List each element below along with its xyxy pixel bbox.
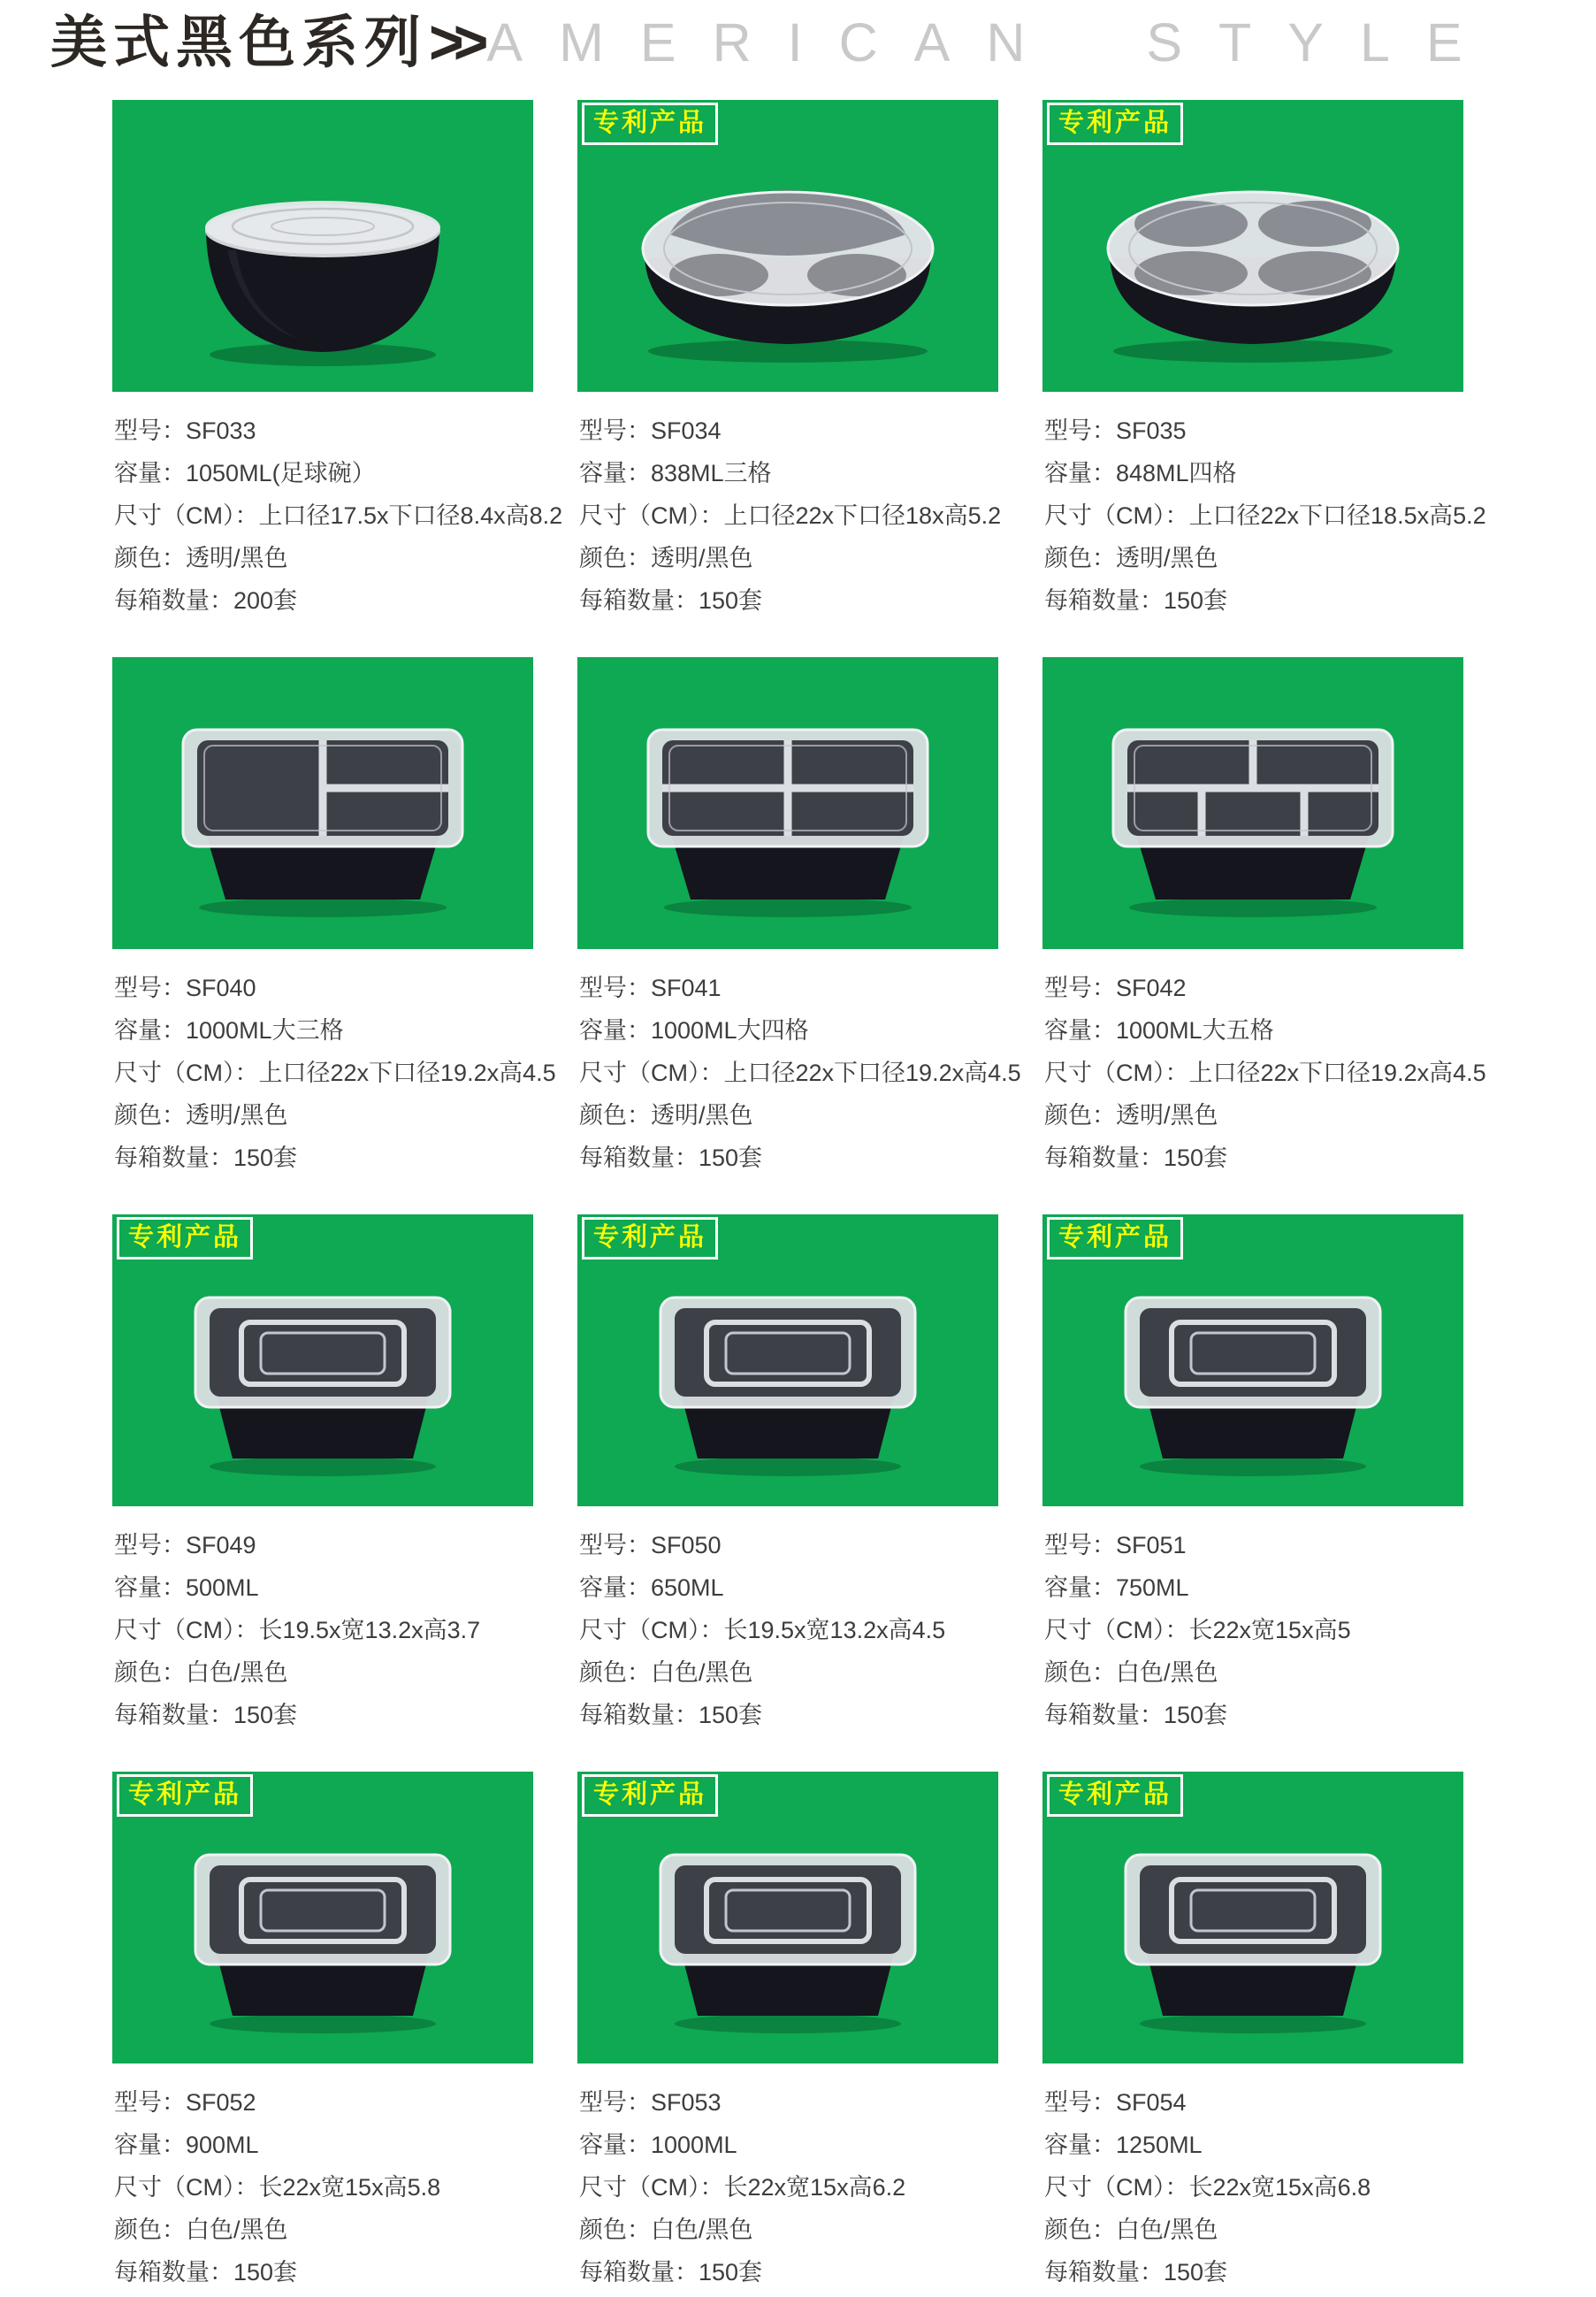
food-container-illustration	[577, 657, 998, 949]
patent-badge: 专利产品	[582, 1217, 718, 1260]
patent-badge: 专利产品	[582, 103, 718, 145]
spec-value: 150套	[1164, 1702, 1228, 1728]
spec-label: 颜色：	[579, 1659, 651, 1686]
product-photo	[1042, 100, 1463, 392]
spec-line-capacity	[579, 2124, 998, 2166]
spec-line-size	[114, 2166, 533, 2209]
spec-label: 每箱数量：	[114, 2259, 233, 2286]
spec-line-size	[114, 1052, 556, 1094]
spec-value: 长22x宽15x高6.2	[723, 2174, 906, 2201]
spec-value: 150套	[699, 1145, 763, 1171]
spec-label: 尺寸（CM）：	[114, 2174, 259, 2201]
spec-label: 尺寸（CM）：	[579, 2174, 724, 2201]
spec-value: 透明/黑色	[1116, 1102, 1218, 1129]
spec-line-qty	[114, 2251, 533, 2293]
spec-line-model	[114, 410, 533, 452]
spec-value: SF051	[1116, 1532, 1187, 1558]
double-chevron-icon: >>	[429, 7, 478, 78]
spec-value: 长22x宽15x高5	[1188, 1617, 1351, 1643]
series-title-english: AMERICAN STYLE	[486, 12, 1499, 73]
spec-label: 型号：	[579, 975, 651, 1001]
spec-value: 150套	[699, 1702, 763, 1728]
spec-line-size	[579, 494, 1002, 537]
spec-line-model	[579, 410, 998, 452]
spec-label: 型号：	[114, 1532, 186, 1558]
spec-line-color	[114, 2209, 533, 2251]
spec-line-qty	[1044, 1137, 1463, 1179]
product-card	[577, 1772, 998, 2297]
spec-line-color	[579, 2209, 998, 2251]
spec-label: 每箱数量：	[1044, 587, 1164, 614]
product-card	[112, 100, 563, 625]
spec-value: 长19.5x宽13.2x高4.5	[723, 1617, 946, 1643]
spec-label: 颜色：	[114, 1102, 186, 1129]
spec-label: 容量：	[114, 1017, 186, 1044]
patent-badge: 专利产品	[582, 1774, 718, 1817]
spec-label: 颜色：	[114, 1659, 186, 1686]
spec-line-color	[114, 537, 533, 579]
spec-value: 透明/黑色	[651, 1102, 753, 1129]
spec-value: 750ML	[1116, 1574, 1189, 1601]
spec-line-capacity	[579, 1566, 998, 1609]
spec-list	[579, 1524, 998, 1736]
spec-label: 型号：	[1044, 975, 1116, 1001]
spec-line-color	[114, 1094, 533, 1137]
spec-label: 型号：	[1044, 2089, 1116, 2116]
spec-value: SF042	[1116, 975, 1187, 1001]
product-photo	[577, 100, 998, 392]
spec-value: 上口径17.5x下口径8.4x高8.2	[258, 502, 563, 529]
product-grid	[112, 100, 1486, 2297]
food-container-illustration	[112, 657, 533, 949]
spec-label: 容量：	[114, 1574, 186, 1601]
product-photo	[577, 1214, 998, 1506]
spec-label: 尺寸（CM）：	[114, 1060, 259, 1086]
spec-value: 白色/黑色	[186, 2217, 288, 2243]
spec-label: 容量：	[1044, 2132, 1116, 2158]
spec-value: 500ML	[186, 1574, 259, 1601]
spec-label: 每箱数量：	[114, 1145, 233, 1171]
product-card	[577, 1214, 998, 1740]
spec-line-color	[1044, 2209, 1463, 2251]
spec-line-size	[1044, 2166, 1463, 2209]
spec-line-model	[579, 967, 998, 1009]
spec-value: 上口径22x下口径18x高5.2	[723, 502, 1002, 529]
spec-line-model	[1044, 1524, 1463, 1566]
spec-label: 容量：	[1044, 1574, 1116, 1601]
spec-value: 白色/黑色	[651, 1659, 753, 1686]
spec-label: 尺寸（CM）：	[114, 1617, 259, 1643]
spec-line-size	[579, 2166, 998, 2209]
patent-badge: 专利产品	[1047, 1217, 1183, 1260]
spec-line-qty	[579, 1137, 998, 1179]
product-photo	[112, 657, 533, 949]
spec-value: 白色/黑色	[1116, 1659, 1218, 1686]
spec-value: 150套	[699, 587, 763, 614]
spec-value: 200套	[233, 587, 298, 614]
product-photo	[1042, 657, 1463, 949]
spec-line-model	[114, 1524, 533, 1566]
spec-line-color	[1044, 1094, 1463, 1137]
spec-value: SF034	[651, 417, 722, 444]
product-photo	[577, 657, 998, 949]
spec-line-capacity	[114, 1009, 533, 1052]
spec-value: 1000ML大三格	[186, 1017, 344, 1044]
spec-line-model	[1044, 967, 1463, 1009]
spec-label: 每箱数量：	[579, 1145, 699, 1171]
spec-value: 长22x宽15x高5.8	[258, 2174, 441, 2201]
spec-line-capacity	[1044, 2124, 1463, 2166]
spec-value: 150套	[233, 2259, 298, 2286]
spec-line-qty	[114, 1694, 533, 1736]
spec-value: 150套	[1164, 587, 1228, 614]
patent-badge: 专利产品	[117, 1774, 253, 1817]
spec-line-capacity	[114, 452, 533, 494]
spec-value: SF052	[186, 2089, 256, 2116]
spec-list	[1044, 2081, 1463, 2293]
spec-label: 尺寸（CM）：	[1044, 2174, 1189, 2201]
spec-value: 透明/黑色	[1116, 545, 1218, 571]
product-photo	[1042, 1214, 1463, 1506]
spec-label: 型号：	[114, 975, 186, 1001]
spec-label: 容量：	[579, 1017, 651, 1044]
spec-label: 颜色：	[579, 2217, 651, 2243]
spec-label: 颜色：	[1044, 2217, 1116, 2243]
spec-line-size	[1044, 494, 1486, 537]
page-header	[50, 0, 1499, 85]
spec-line-size	[579, 1609, 998, 1651]
spec-label: 颜色：	[579, 545, 651, 571]
spec-label: 每箱数量：	[114, 1702, 233, 1728]
spec-line-model	[1044, 410, 1463, 452]
product-card	[1042, 1214, 1463, 1740]
product-card	[577, 100, 1002, 625]
spec-label: 每箱数量：	[579, 587, 699, 614]
product-card	[112, 1772, 533, 2297]
spec-value: SF049	[186, 1532, 256, 1558]
spec-line-capacity	[579, 452, 998, 494]
spec-line-size	[579, 1052, 1021, 1094]
spec-value: 650ML	[651, 1574, 724, 1601]
spec-line-size	[114, 1609, 533, 1651]
spec-value: 长19.5x宽13.2x高3.7	[258, 1617, 481, 1643]
product-card	[1042, 1772, 1463, 2297]
spec-line-size	[1044, 1052, 1486, 1094]
spec-label: 每箱数量：	[114, 587, 233, 614]
spec-value: 1250ML	[1116, 2132, 1203, 2158]
spec-line-model	[579, 1524, 998, 1566]
spec-line-capacity	[579, 1009, 998, 1052]
product-card	[112, 1214, 533, 1740]
spec-line-model	[114, 967, 533, 1009]
product-photo	[112, 1214, 533, 1506]
spec-value: SF040	[186, 975, 256, 1001]
spec-line-model	[579, 2081, 998, 2124]
spec-value: 1000ML大四格	[651, 1017, 809, 1044]
spec-line-capacity	[1044, 1566, 1463, 1609]
spec-value: 1000ML	[651, 2132, 737, 2158]
spec-label: 尺寸（CM）：	[579, 1617, 724, 1643]
spec-line-qty	[114, 1137, 533, 1179]
spec-value: 上口径22x下口径18.5x高5.2	[1188, 502, 1486, 529]
spec-label: 颜色：	[1044, 545, 1116, 571]
product-photo	[112, 100, 533, 392]
spec-label: 每箱数量：	[579, 2259, 699, 2286]
spec-list	[1044, 410, 1486, 622]
spec-label: 每箱数量：	[1044, 2259, 1164, 2286]
spec-line-size	[1044, 1609, 1463, 1651]
spec-list	[114, 967, 556, 1179]
spec-list	[579, 967, 1021, 1179]
spec-list	[114, 2081, 533, 2293]
spec-label: 容量：	[579, 460, 651, 486]
product-photo	[1042, 1772, 1463, 2063]
spec-value: 150套	[233, 1702, 298, 1728]
product-photo	[577, 1772, 998, 2063]
spec-value: 150套	[1164, 2259, 1228, 2286]
spec-value: 透明/黑色	[651, 545, 753, 571]
product-card	[112, 657, 556, 1183]
spec-list	[114, 1524, 533, 1736]
spec-label: 颜色：	[114, 2217, 186, 2243]
spec-label: 颜色：	[579, 1102, 651, 1129]
spec-value: 白色/黑色	[186, 1659, 288, 1686]
spec-value: 838ML三格	[651, 460, 772, 486]
spec-value: 上口径22x下口径19.2x高4.5	[723, 1060, 1021, 1086]
spec-line-color	[579, 1094, 998, 1137]
spec-value: 150套	[233, 1145, 298, 1171]
product-card	[1042, 100, 1486, 625]
spec-label: 容量：	[114, 2132, 186, 2158]
spec-label: 尺寸（CM）：	[1044, 1617, 1189, 1643]
spec-list	[1044, 967, 1486, 1179]
spec-value: 150套	[1164, 1145, 1228, 1171]
spec-label: 尺寸（CM）：	[579, 502, 724, 529]
spec-label: 尺寸（CM）：	[1044, 502, 1189, 529]
spec-line-model	[1044, 2081, 1463, 2124]
spec-line-model	[114, 2081, 533, 2124]
spec-line-qty	[1044, 1694, 1463, 1736]
spec-value: 上口径22x下口径19.2x高4.5	[1188, 1060, 1486, 1086]
spec-value: 透明/黑色	[186, 545, 288, 571]
spec-label: 容量：	[1044, 460, 1116, 486]
spec-line-qty	[579, 579, 998, 622]
spec-label: 尺寸（CM）：	[1044, 1060, 1189, 1086]
spec-label: 容量：	[1044, 1017, 1116, 1044]
spec-label: 每箱数量：	[579, 1702, 699, 1728]
spec-line-color	[579, 1651, 998, 1694]
spec-list	[114, 410, 563, 622]
spec-line-size	[114, 494, 563, 537]
spec-line-capacity	[1044, 1009, 1463, 1052]
spec-value: 白色/黑色	[1116, 2217, 1218, 2243]
patent-badge: 专利产品	[1047, 1774, 1183, 1817]
spec-list	[579, 2081, 998, 2293]
spec-label: 容量：	[579, 1574, 651, 1601]
spec-value: SF033	[186, 417, 256, 444]
spec-line-qty	[579, 2251, 998, 2293]
spec-label: 颜色：	[114, 545, 186, 571]
spec-value: 900ML	[186, 2132, 259, 2158]
spec-label: 型号：	[579, 1532, 651, 1558]
series-title-chinese: 美式黑色系列	[50, 11, 427, 74]
spec-label: 型号：	[579, 2089, 651, 2116]
spec-value: 上口径22x下口径19.2x高4.5	[258, 1060, 556, 1086]
spec-value: 白色/黑色	[651, 2217, 753, 2243]
spec-line-qty	[114, 579, 533, 622]
spec-value: SF041	[651, 975, 722, 1001]
food-container-illustration	[112, 100, 533, 392]
spec-list	[1044, 1524, 1463, 1736]
spec-list	[579, 410, 1002, 622]
spec-line-capacity	[114, 1566, 533, 1609]
spec-label: 颜色：	[1044, 1102, 1116, 1129]
spec-label: 容量：	[114, 460, 186, 486]
spec-label: 每箱数量：	[1044, 1145, 1164, 1171]
spec-line-color	[579, 537, 998, 579]
spec-line-qty	[1044, 2251, 1463, 2293]
spec-label: 型号：	[1044, 1532, 1116, 1558]
product-card	[577, 657, 1021, 1183]
spec-label: 颜色：	[1044, 1659, 1116, 1686]
product-card	[1042, 657, 1486, 1183]
spec-label: 型号：	[114, 2089, 186, 2116]
spec-label: 型号：	[114, 417, 186, 444]
spec-label: 型号：	[579, 417, 651, 444]
spec-label: 尺寸（CM）：	[579, 1060, 724, 1086]
food-container-illustration	[1042, 657, 1463, 949]
spec-line-capacity	[114, 2124, 533, 2166]
spec-value: SF050	[651, 1532, 722, 1558]
spec-line-capacity	[1044, 452, 1463, 494]
spec-value: SF053	[651, 2089, 722, 2116]
spec-value: 848ML四格	[1116, 460, 1237, 486]
patent-badge: 专利产品	[117, 1217, 253, 1260]
spec-value: 透明/黑色	[186, 1102, 288, 1129]
spec-label: 尺寸（CM）：	[114, 502, 259, 529]
patent-badge: 专利产品	[1047, 103, 1183, 145]
spec-line-color	[114, 1651, 533, 1694]
spec-value: 1050ML(足球碗）	[186, 460, 376, 486]
spec-label: 容量：	[579, 2132, 651, 2158]
spec-label: 型号：	[1044, 417, 1116, 444]
spec-label: 每箱数量：	[1044, 1702, 1164, 1728]
spec-value: 150套	[699, 2259, 763, 2286]
spec-value: SF035	[1116, 417, 1187, 444]
spec-line-qty	[1044, 579, 1463, 622]
spec-line-qty	[579, 1694, 998, 1736]
spec-line-color	[1044, 537, 1463, 579]
spec-line-color	[1044, 1651, 1463, 1694]
spec-value: 1000ML大五格	[1116, 1017, 1274, 1044]
spec-value: SF054	[1116, 2089, 1187, 2116]
product-photo	[112, 1772, 533, 2063]
spec-value: 长22x宽15x高6.8	[1188, 2174, 1371, 2201]
